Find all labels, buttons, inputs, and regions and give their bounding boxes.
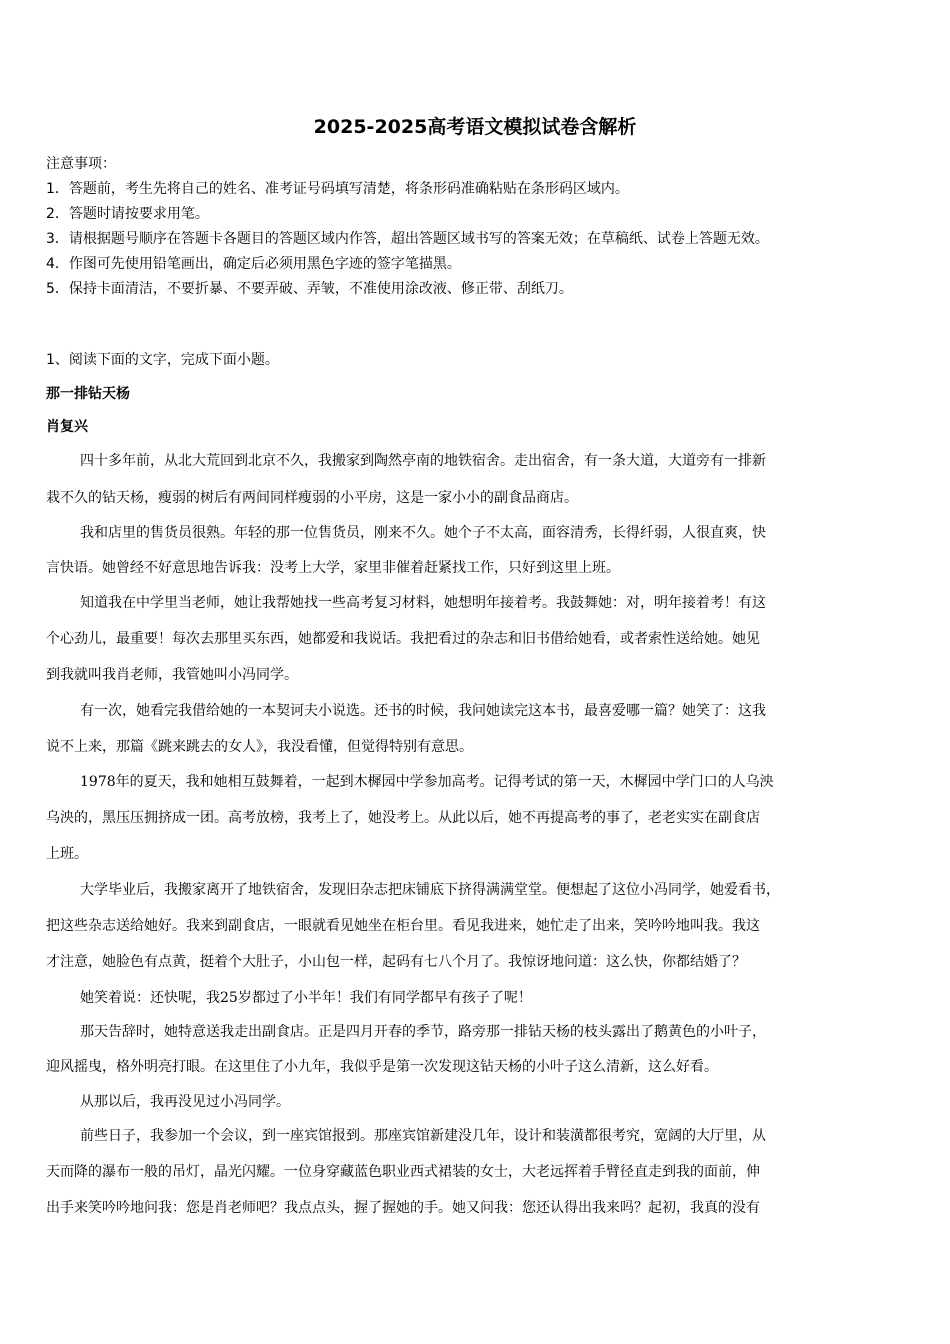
article-author: 肖复兴 (46, 419, 88, 435)
question-prompt: 1、阅读下面的文字，完成下面小题。 (46, 352, 279, 368)
article-line: 四十多年前，从北大荒回到北京不久，我搬家到陶然亭南的地铁宿舍。走出宿舍，有一条大道，大道旁有一排新 (80, 453, 766, 469)
article-title: 那一排钻天杨 (46, 386, 130, 402)
notice-item: 3．请根据题号顺序在答题卡各题目的答题区域内作答，超出答题区域书写的答案无效；在草稿纸、试卷上答题无效。 (46, 231, 769, 247)
article-line: 那天告辞时，她特意送我走出副食店。正是四月开春的季节，路旁那一排钻天杨的枝头露出了鹅黄色的小叶子， (80, 1024, 766, 1040)
question-section (46, 0, 908, 1344)
article-line: 天而降的瀑布一般的吊灯，晶光闪耀。一位身穿藏蓝色职业西式裙装的女士，大老远挥着手臂径直走到我的面前，伸 (46, 1164, 760, 1180)
article-line: 从那以后，我再没见过小冯同学。 (80, 1094, 290, 1110)
article-line: 乌泱的，黑压压拥挤成一团。高考放榜，我考上了，她没考上。从此以后，她不再提高考的事了，老老实实在副食店 (46, 810, 760, 826)
article-line: 1978年的夏天，我和她相互鼓舞着，一起到木樨园中学参加高考。记得考试的第一天，木樨园中学门口的人乌泱 (80, 774, 774, 790)
article-line: 前些日子，我参加一个会议，到一座宾馆报到。那座宾馆新建没几年，设计和装潢都很考究，宽阔的大厅里，从 (80, 1128, 766, 1144)
article-line: 上班。 (46, 846, 88, 862)
article-line: 她笑着说：还快呢，我25岁都过了小半年！我们有同学都早有孩子了呢！ (80, 990, 532, 1006)
article-line: 大学毕业后，我搬家离开了地铁宿舍，发现旧杂志把床铺底下挤得满满堂堂。便想起了这位小冯同学，她爱看书， (80, 882, 780, 898)
notice-heading: 注意事项： (46, 156, 116, 172)
article-line: 把这些杂志送给她好。我来到副食店，一眼就看见她坐在柜台里。看见我进来，她忙走了出来，笑吟吟地叫我。我这 (46, 918, 760, 934)
article-line: 到我就叫我肖老师，我管她叫小冯同学。 (46, 667, 298, 683)
article-line: 说不上来，那篇《跳来跳去的女人》，我没看懂，但觉得特别有意思。 (46, 739, 473, 755)
article-line: 出手来笑吟吟地问我：您是肖老师吧？我点点头，握了握她的手。她又问我：您还认得出我来吗？起初，我真的没有 (46, 1200, 760, 1216)
article-line: 言快语。她曾经不好意思地告诉我：没考上大学，家里非催着赶紧找工作，只好到这里上班。 (46, 560, 620, 576)
notice-item: 1．答题前，考生先将自己的姓名、准考证号码填写清楚，将条形码准确粘贴在条形码区域内。 (46, 181, 629, 197)
notice-item: 4．作图可先使用铅笔画出，确定后必须用黑色字迹的签字笔描黑。 (46, 256, 461, 272)
article-line: 我和店里的售货员很熟。年轻的那一位售货员，刚来不久。她个子不太高，面容清秀，长得纤弱，人很直爽，快 (80, 525, 766, 541)
article-line: 个心劲儿，最重要！每次去那里买东西，她都爱和我说话。我把看过的杂志和旧书借给她看，或者索性送给她。她见 (46, 631, 760, 647)
article-line: 才注意，她脸色有点黄，挺着个大肚子，小山包一样，起码有七八个月了。我惊讶地问道：这么快，你都结婚了？ (46, 954, 746, 970)
article-line: 知道我在中学里当老师，她让我帮她找一些高考复习材料，她想明年接着考。我鼓舞她：对，明年接着考！有这 (80, 595, 766, 611)
document-title: 2025-2025高考语文模拟试卷含解析 (313, 116, 637, 138)
article-line: 迎风摇曳，格外明亮打眼。在这里住了小九年，我似乎是第一次发现这钻天杨的小叶子这么清新，这么好看。 (46, 1059, 718, 1075)
article-line: 有一次，她看完我借给她的一本契诃夫小说选。还书的时候，我问她读完这本书，最喜爱哪一篇？她笑了：这我 (80, 703, 766, 719)
notice-item: 5．保持卡面清洁，不要折暴、不要弄破、弄皱，不准使用涂改液、修正带、刮纸刀。 (46, 281, 573, 297)
article-line: 栽不久的钻天杨，瘦弱的树后有两间同样瘦弱的小平房，这是一家小小的副食品商店。 (46, 490, 578, 506)
notice-item: 2．答题时请按要求用笔。 (46, 206, 209, 222)
